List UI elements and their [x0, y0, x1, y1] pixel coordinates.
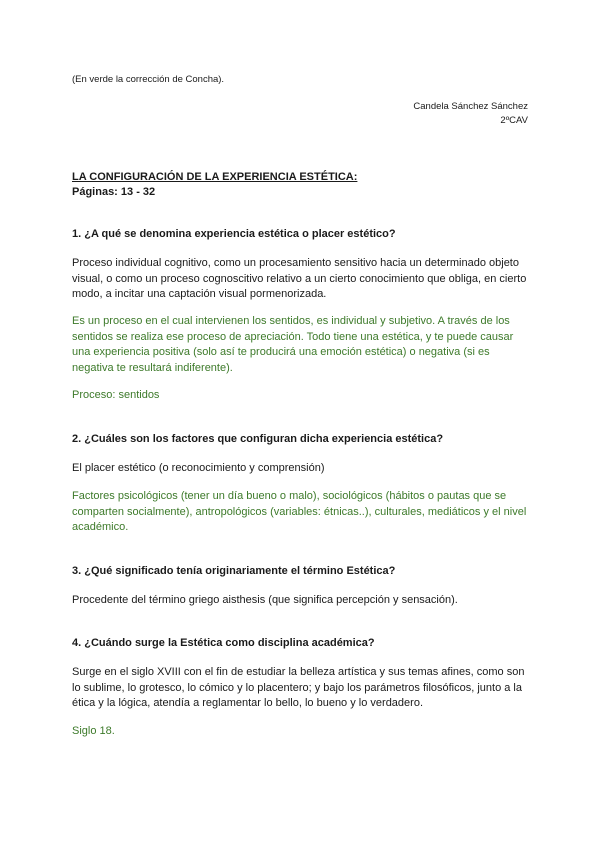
answer-4: Surge en el siglo XVIII con el fin de estudiar la belleza artística y sus temas afines, como son lo sublime, lo grotesco, lo cómico y lo placentero; y bajo los parámetros filosóficos, junto a la ética y la lógica, atendía a reglamentar lo bello, lo bueno y lo verdadero. [72, 666, 525, 709]
correction-2: Factores psicológicos (tener un día bueno o malo), sociológicos (hábitos o pautas que se comparten socialmente), antropológicos (variables: étnicas..), culturales, mediáticos y el nivel académico. [72, 490, 527, 533]
correction-1: Es un proceso en el cual intervienen los sentidos, es individual y subjetivo. A través de los sentidos se realiza ese proceso de apreciación. Todo tiene una estética, y te puede causar una experiencia positiva (solo así te producirá una emoción estética) o negativa (si es negativa te resultará indiferente). [72, 315, 514, 374]
answer-1: Proceso individual cognitivo, como un procesamiento sensitivo hacia un determinado objeto visual, o como un proceso cognoscitivo relativo a un cierto conocimiento que obliga, en cierto modo, a incitar una captación visual pormenorizada. [72, 257, 527, 300]
author-name: Candela Sánchez Sánchez [413, 101, 528, 112]
correction-4: Siglo 18. [72, 725, 115, 737]
correction-note: (En verde la corrección de Concha). [72, 74, 225, 85]
question-3: 3. ¿Qué significado tenía originariamente el término Estética? [72, 565, 396, 577]
question-1: 1. ¿A qué se denomina experiencia estética o placer estético? [72, 228, 396, 240]
question-4: 4. ¿Cuándo surge la Estética como disciplina académica? [72, 637, 375, 649]
document-title: LA CONFIGURACIÓN DE LA EXPERIENCIA ESTÉTICA: [72, 171, 358, 183]
answer-3: Procedente del término griego aisthesis (que significa percepción y sensación). [72, 594, 458, 606]
author-group: 2ºCAV [500, 115, 528, 126]
page-range: Páginas: 13 - 32 [72, 186, 156, 198]
document-heading [72, 170, 357, 200]
question-2: 2. ¿Cuáles son los factores que configuran dicha experiencia estética? [72, 433, 444, 445]
author-block [413, 100, 528, 128]
answer-2: El placer estético (o reconocimiento y comprensión) [72, 462, 325, 474]
correction-1-summary: Proceso: sentidos [72, 389, 160, 401]
